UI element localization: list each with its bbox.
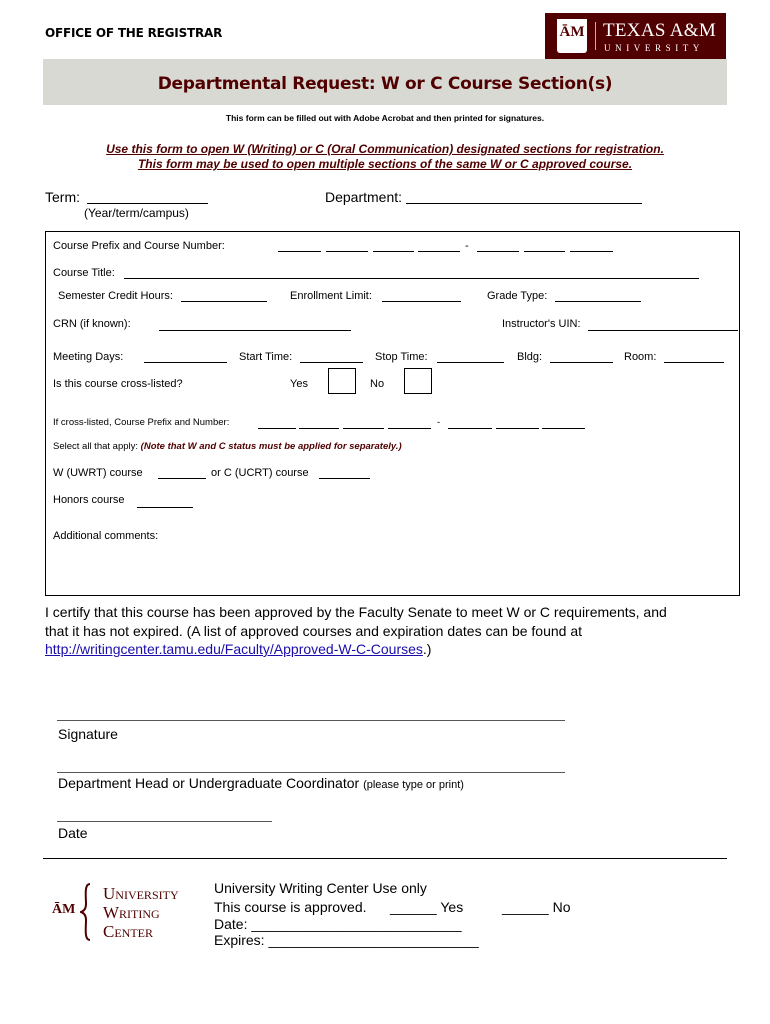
- uwc-date[interactable]: Date: ___________________________: [214, 916, 462, 932]
- bldg-label: Bldg:: [517, 351, 543, 363]
- instruction-line-2: This form may be used to open multiple sections of the same W or C approved course.: [137, 157, 633, 171]
- cl-dash: -: [437, 417, 441, 428]
- enroll-field[interactable]: [382, 301, 461, 302]
- certify-line-3: http://writingcenter.tamu.edu/Faculty/Approved-W-C-Courses.): [45, 641, 432, 657]
- enroll-label: Enrollment Limit:: [290, 290, 372, 302]
- cl-number-field-1[interactable]: [448, 428, 492, 429]
- prefix-field-2[interactable]: [326, 251, 368, 252]
- crosslisted-yes-checkbox[interactable]: [328, 368, 356, 394]
- room-field[interactable]: [664, 362, 724, 363]
- credit-label: Semester Credit Hours:: [58, 290, 173, 302]
- signature-label: Signature: [58, 726, 118, 742]
- department-field[interactable]: [406, 203, 642, 204]
- prefix-field-4[interactable]: [418, 251, 460, 252]
- form-title: Departmental Request: W or C Course Section(s): [157, 74, 613, 94]
- brace-icon: [80, 882, 94, 942]
- honors-field[interactable]: [137, 507, 193, 508]
- signature-line[interactable]: [57, 720, 565, 721]
- date-label: Date: [58, 825, 88, 841]
- fill-note: This form can be filled out with Adobe Acrobat and then printed for signatures.: [225, 113, 545, 123]
- stop-field[interactable]: [437, 362, 504, 363]
- start-field[interactable]: [300, 362, 363, 363]
- date-line[interactable]: [57, 821, 272, 822]
- tamu-logo: [545, 13, 726, 59]
- logo-subtext: UNIVERSITY: [604, 43, 704, 53]
- uwc-approved: This course is approved.: [214, 899, 367, 915]
- prefix-dash: -: [465, 240, 469, 252]
- course-title-field[interactable]: [124, 278, 699, 279]
- comments-label: Additional comments:: [53, 530, 159, 542]
- cl-number-field-2[interactable]: [496, 428, 539, 429]
- term-label: Term:: [45, 189, 80, 205]
- crosslisted-no-checkbox[interactable]: [404, 368, 432, 394]
- yes-label: Yes: [290, 378, 308, 390]
- uwc-no[interactable]: ______ No: [502, 899, 571, 915]
- number-field-1[interactable]: [477, 251, 519, 252]
- uwc-logo-line2: Writing: [103, 903, 160, 922]
- atm-monogram-icon: ĀM: [52, 902, 76, 917]
- prefix-field-1[interactable]: [278, 251, 321, 252]
- cl-prefix-field-1[interactable]: [258, 428, 296, 429]
- w-course-label: W (UWRT) course: [53, 467, 143, 479]
- bldg-field[interactable]: [550, 362, 613, 363]
- w-course-field[interactable]: [158, 478, 206, 479]
- grade-field[interactable]: [555, 301, 641, 302]
- department-label: Department:: [325, 189, 403, 205]
- uin-label: Instructor's UIN:: [502, 318, 581, 330]
- room-label: Room:: [624, 351, 657, 363]
- grade-label: Grade Type:: [487, 290, 548, 302]
- number-field-3[interactable]: [570, 251, 613, 252]
- start-label: Start Time:: [239, 351, 293, 363]
- crosslisted-question: Is this course cross-listed?: [53, 378, 183, 390]
- uwc-logo-line1: University: [103, 884, 179, 903]
- meeting-label: Meeting Days:: [53, 351, 124, 363]
- number-field-2[interactable]: [524, 251, 565, 252]
- atm-monogram-icon: ĀM: [557, 19, 587, 53]
- cl-prefix-field-4[interactable]: [388, 428, 431, 429]
- approved-courses-link[interactable]: http://writingcenter.tamu.edu/Faculty/Approved-W-C-Courses: [45, 641, 423, 657]
- certify-line-1: I certify that this course has been approved by the Faculty Senate to meet W or C requirements, and: [45, 604, 667, 620]
- instruction-line-1: Use this form to open W (Writing) or C (Oral Communication) designated sections for registration.: [106, 142, 664, 156]
- honors-label: Honors course: [53, 494, 125, 506]
- crosslisted-prefix-label: If cross-listed, Course Prefix and Number:: [53, 417, 230, 428]
- office-heading: OFFICE OF THE REGISTRAR: [45, 26, 223, 40]
- title-label: Course Title:: [53, 267, 115, 279]
- title-banner: [43, 59, 727, 105]
- uwc-yes[interactable]: ______ Yes: [390, 899, 464, 915]
- select-note: (Note that W and C status must be applied for separately.): [140, 441, 402, 452]
- meeting-field[interactable]: [144, 362, 227, 363]
- certify-line-2: that it has not expired. (A list of approved courses and expiration dates can be found at: [45, 623, 583, 639]
- stop-label: Stop Time:: [375, 351, 428, 363]
- dept-head-note: (please type or print): [363, 779, 464, 791]
- term-field[interactable]: [87, 203, 208, 204]
- crn-label: CRN (if known):: [53, 318, 131, 330]
- cl-prefix-field-2[interactable]: [299, 428, 339, 429]
- prefix-field-3[interactable]: [373, 251, 414, 252]
- uwc-logo: [50, 880, 200, 940]
- uwc-logo-line3: Center: [103, 922, 153, 941]
- term-hint: (Year/term/campus): [84, 206, 189, 220]
- prefix-label: Course Prefix and Course Number:: [53, 240, 225, 252]
- divider: [43, 858, 727, 859]
- credit-field[interactable]: [181, 301, 267, 302]
- uin-field[interactable]: [588, 330, 738, 331]
- crn-field[interactable]: [159, 330, 351, 331]
- uwc-expires[interactable]: Expires: ___________________________: [214, 932, 479, 948]
- no-label: No: [370, 378, 385, 390]
- uwc-use-only: University Writing Center Use only: [214, 880, 427, 896]
- logo-wordmark: TEXAS A&M: [603, 20, 717, 41]
- cl-prefix-field-3[interactable]: [343, 428, 384, 429]
- dept-head-label: Department Head or Undergraduate Coordinator (please type or print): [58, 775, 464, 791]
- comments-field[interactable]: [52, 546, 732, 588]
- c-course-label: or C (UCRT) course: [211, 467, 309, 479]
- cl-number-field-3[interactable]: [542, 428, 585, 429]
- select-all-text: Select all that apply: (Note that W and C status must be applied for separately.): [53, 441, 402, 452]
- dept-head-line[interactable]: [57, 772, 565, 773]
- c-course-field[interactable]: [319, 478, 370, 479]
